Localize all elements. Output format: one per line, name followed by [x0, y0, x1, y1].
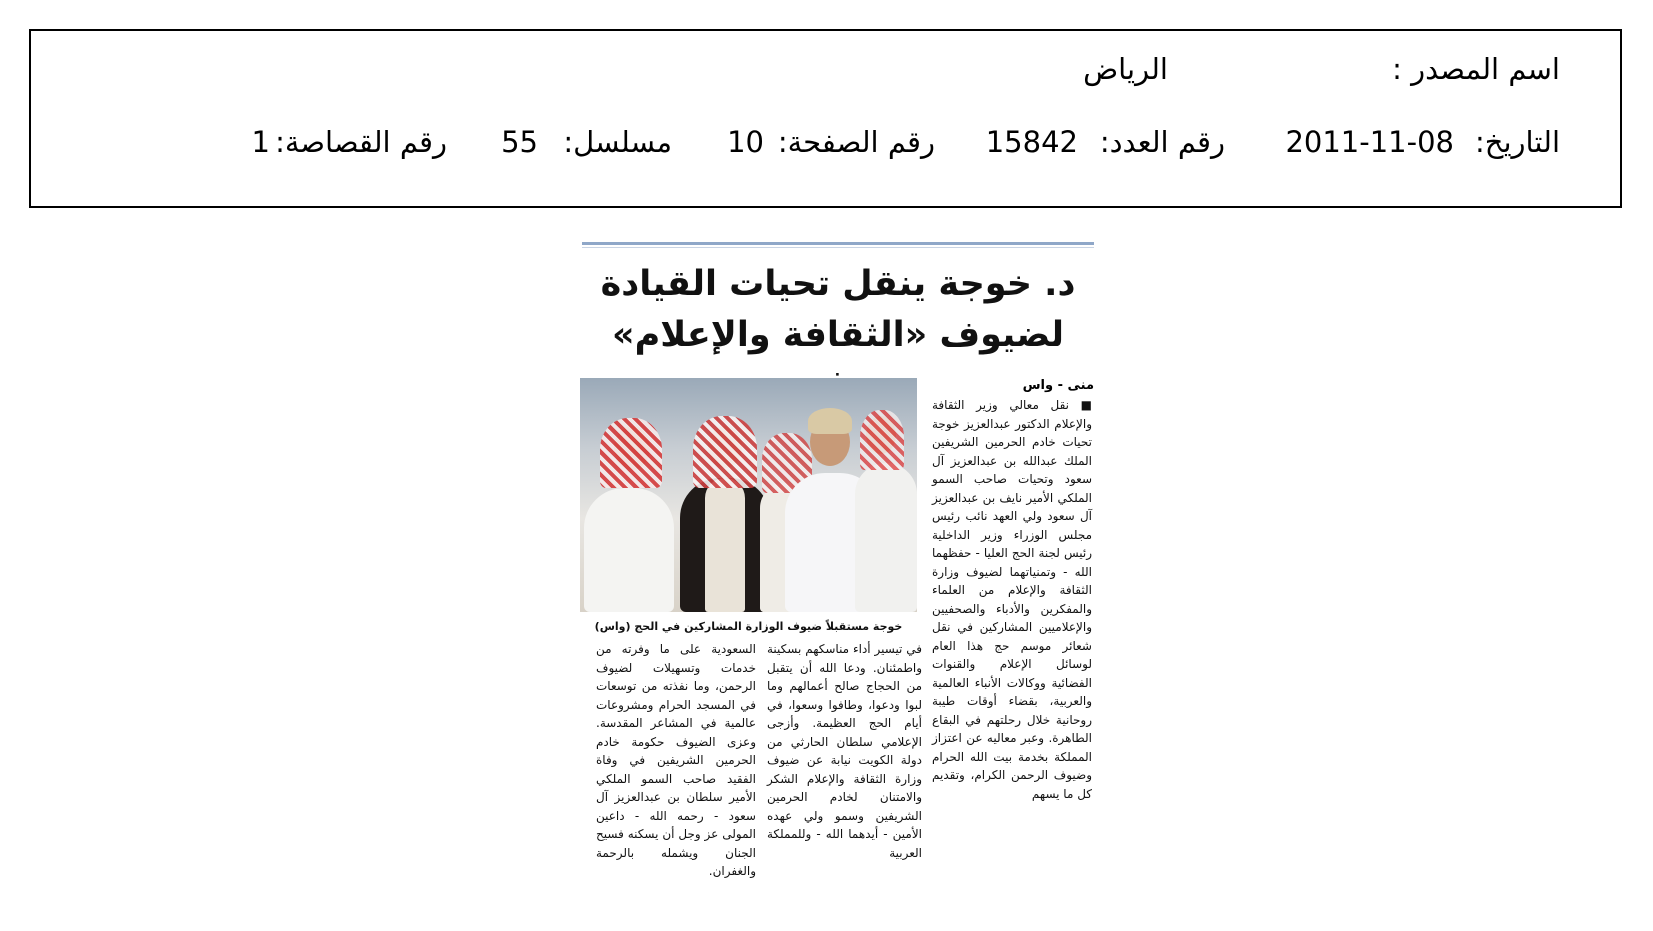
byline: منى - واس [1022, 378, 1094, 393]
page-label: رقم الصفحة: [777, 125, 935, 159]
source-label: اسم المصدر : [1392, 52, 1560, 86]
page-value: 10 [727, 125, 764, 159]
serial-label: مسلسل: [563, 125, 672, 159]
source-info-box [29, 29, 1622, 208]
issue-label: رقم العدد: [1099, 125, 1225, 159]
article-column-right: ■ نقل معالي وزير الثقافة والإعلام الدكتور عبدالعزيز خوجة تحيات خادم الحرمين الشريفين الملك عبدالله بن عبدالعزيز آل سعود وتحيات صاحب السمو الملكي الأمير نايف بن عبدالعزيز آل سعود ولي العهد نائب رئيس مجلس الوزراء وزير الداخلية رئيس لجنة الحج العليا - حفظهما الله - وتمنياتهما لضيوف وزارة الثقافة والإعلام من العلماء والمفكرين والأدباء والصحفيين والإعلاميين المشاركين في نقل شعائر موسم حج هذا العام لوسائل الإعلام والقنوات الفضائية ووكالات الأنباء العالمية والعربية، بقضاء أوقات طيبة روحانية خلال رحلتهم في البقاع الطاهرة. وعبر معاليه عن اعتزاز المملكة بخدمة بيت الله الحرام وضيوف الرحمن الكرام، وتقديم كل ما يسهم [932, 398, 1092, 801]
article-column-middle: في تيسير أداء مناسكهم بسكينة واطمئنان. ودعا الله أن يتقبل من الحجاج صالح أعمالهم وما لبوا ودعوا، وطافوا وسعوا، في أيام الحج العظيمة. وأزجى الإعلامي سلطان الحارثي من دولة الكويت نيابة عن ضيوف وزارة الثقافة والإعلام الشكر والامتنان لخادم الحرمين الشريفين وسمو ولي عهده الأمين - أيدهما الله - وللمملكة العربية [767, 642, 922, 860]
metadata-row [40, 125, 1560, 165]
issue-value: 15842 [985, 125, 1078, 159]
source-value: الرياض [1083, 52, 1168, 86]
newspaper-clipping [580, 240, 1096, 914]
clip-value: 1 [251, 125, 270, 159]
date-value: 2011-11-08 [1285, 125, 1454, 159]
serial-value: 55 [501, 125, 538, 159]
article-column-left: السعودية على ما وفرته من خدمات وتسهيلات لضيوف الرحمن، وما نفذته من توسعات في المسجد الحرام ومشروعات عالمية في المشاعر المقدسة. وعزى الضيوف حكومة خادم الحرمين الشريفين في وفاة الفقيد صاحب السمو الملكي الأمير سلطان بن عبدالعزيز آل سعود - رحمه الله - داعين المولى عز وجل أن يسكنه فسيح الجنان ويشمله بالرحمة والغفران. [596, 642, 756, 878]
source-row [40, 52, 1560, 92]
headline-line-1: د. خوجة ينقل تحيات القيادة [600, 264, 1076, 304]
photo-caption: خوجة مستقبلاً ضيوف الوزارة المشاركين في الحج (واس) [594, 620, 903, 633]
top-rule [582, 242, 1094, 245]
clip-label: رقم القصاصة: [275, 125, 447, 159]
top-rule-thin [582, 247, 1094, 248]
date-label: التاريخ: [1474, 125, 1560, 159]
article-photo [580, 378, 917, 612]
headline-line-2: لضيوف «الثقافة والإعلام» [612, 315, 1064, 355]
